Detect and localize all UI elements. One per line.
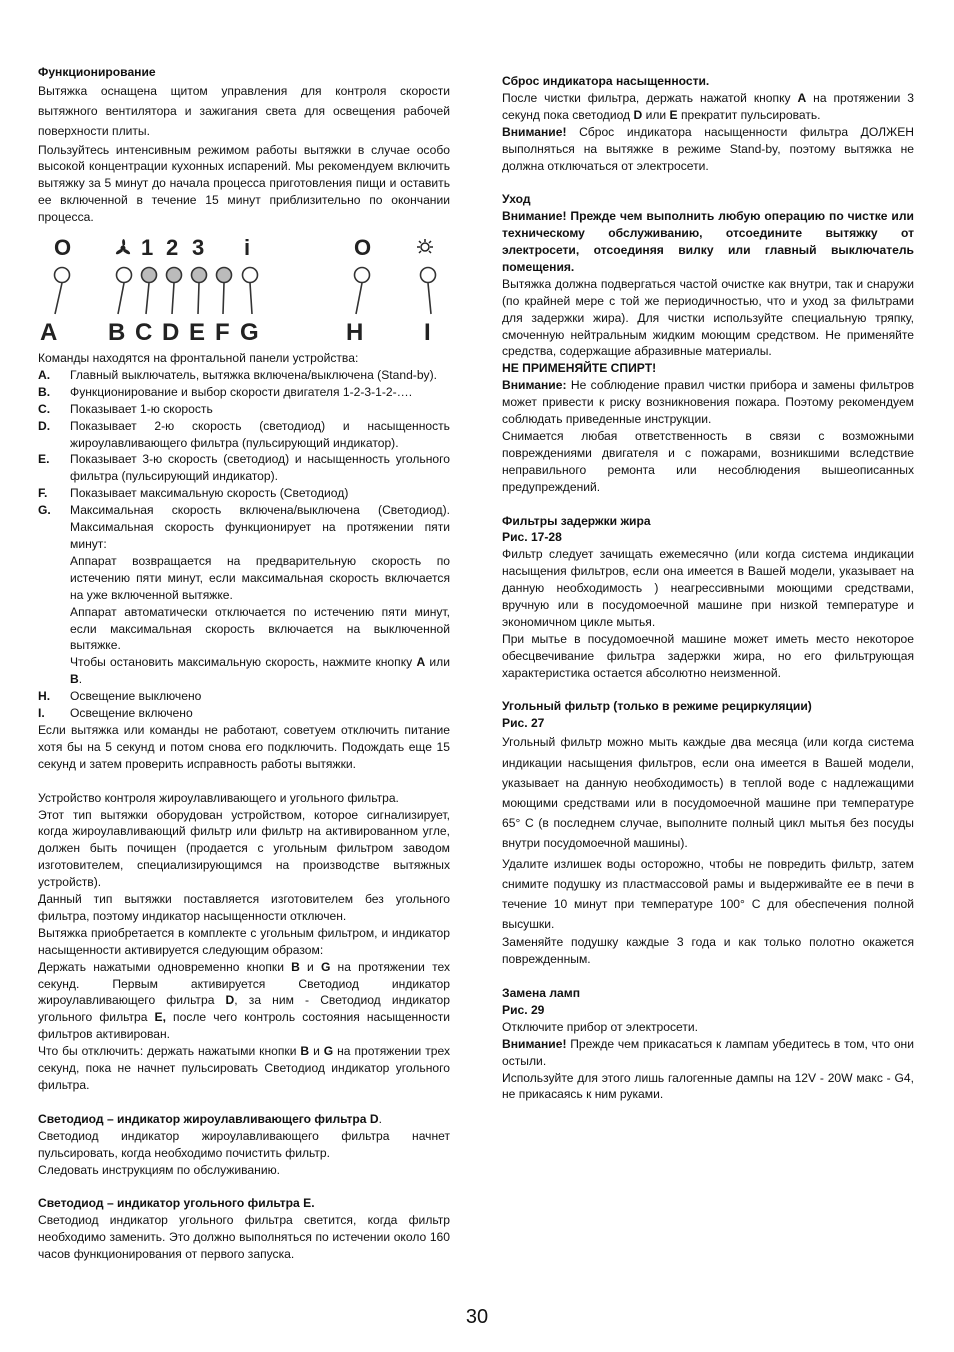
list-item: I. Освещение включено — [38, 706, 193, 721]
g-detail-2: Аппарат автоматически отключается по истечению пяти минут, если максимальная скорость включается на выключенной вытяжке. — [70, 604, 450, 653]
label-b: B — [108, 319, 126, 347]
symbol-off-h: O — [354, 235, 372, 261]
label-h: H — [346, 319, 364, 347]
list-item: B. Функционирование и выбор скорости двигателя 1-2-3-1-2-…. — [38, 384, 413, 399]
heading-care: Уход — [502, 192, 531, 207]
paragraph-care-warning: Внимание: Не соблюдение правил чистки прибора и замены фильтров может привести к риску возникновения пожара. Поэтому рекомендуем соблюдать приведенные инструкции. — [502, 378, 914, 427]
symbol-speed-2: 2 — [166, 235, 179, 261]
symbol-intensive-i: i — [244, 235, 251, 261]
paragraph-device-kit: Вытяжка приобретается в комплекте с угольным фильтром, и индикатор насыщенности активируется следующим образом: — [38, 925, 450, 957]
g-detail-1: Аппарат возвращается на предварительную скорость по истечению пяти минут, если максимальная скорость включается на уже включенной вытяжке. — [70, 553, 450, 602]
paragraph-grease-2: При мытье в посудомоечной машине может иметь место некоторое обесцвечивание фильтра задержки жира, но его фильтрующая характеристика остается абсолютно неизменной. — [502, 631, 914, 680]
care-no-spirit: НЕ ПРИМЕНЯЙТЕ СПИРТ! — [502, 361, 657, 376]
paragraph-reset-power: Если вытяжка или команды не работают, советуем отключить питание хотя бы на 5 секунд и потом снова его подключить. Подождать еще 15 секунд и затем проверить исправность работы вытяжки. — [38, 722, 450, 771]
care-warning-bold: Внимание! Прежде чем выполнить любую операцию по чистке или техническому обслуживанию, отсоедините вытяжку от электросети, отсоединяя вилку или главный выключатель помещения. — [502, 209, 914, 274]
g-detail-3: Чтобы остановить максимальную скорость, нажмите кнопку A или B. — [70, 655, 450, 687]
heading-carbon-filter: Угольный фильтр (только в режиме рециркуляции) — [502, 699, 812, 714]
heading-led-d: Светодиод – индикатор жироулавливающего фильтра D. — [38, 1111, 383, 1126]
paragraph-led-d: Светодиод индикатор жироулавливающего фильтра начнет пульсировать, когда необходимо почистить фильтр. — [38, 1128, 450, 1160]
paragraph-carbon-1: Угольный фильтр можно мыть каждые два месяца (или когда система индикации насыщения фильтров, если она имеется в Вашей модели, указывает на данную необходимость) в теплой воде с надлежащими моющими средствами или в посудомоечной машине при температуре 65° C (в последнем случае, выполните полный цикл мытья без посуды внутри посудомоечной машины). — [502, 735, 914, 851]
paragraph-grease-1: Фильтр следует зачищать ежемесячно (или когда система индикации насыщения фильтров, если она имеется в Вашей модели, указывает на данную необходимость ) неагрессивными моющими средствами, вручную или в посудомоечной машине при низкой температуре и экономичном цикле мытья. — [502, 547, 914, 629]
heading-reset-indicator: Сброс индикатора насыщенности. — [502, 74, 710, 88]
light-icon — [417, 239, 433, 253]
fig-grease: Рис. 17-28 — [502, 530, 562, 545]
paragraph-carbon-2: Удалите излишек воды осторожно, чтобы не повредить фильтр, затем снимите подушку из пластмассовой рамы и выдерживайте ее в печи в течение 10 минут при температуре 100° C для обеспечения полной высушки. — [502, 856, 914, 932]
label-i: I — [424, 319, 431, 347]
heading-led-e: Светодиод – индикатор угольного фильтра E. — [38, 1196, 315, 1211]
heading-grease-filters: Фильтры задержки жира — [502, 513, 651, 528]
symbol-speed-3: 3 — [192, 235, 205, 261]
label-g: G — [240, 319, 259, 347]
label-a: A — [40, 319, 58, 347]
list-item: A. Главный выключатель, вытяжка включена/выключена (Stand-by). — [38, 367, 437, 382]
paragraph-device-desc: Этот тип вытяжки оборудован устройством, которое сигнализирует, когда жироулавливающий фильтр или фильтр на активированном угле, должен быть почищен (продается с угольным фильтром заводом изготовителем, специализирующимся на производстве вытяжных устройств). — [38, 807, 450, 890]
paragraph-led-e: Светодиод индикатор угольного фильтра светится, когда фильтр необходимо заменить. Это должно выполняться по истечении около 160 часов функционирования от первого запуска. — [38, 1213, 450, 1262]
paragraph-intro: Вытяжка оснащена щитом управления для контроля скорости вытяжного вентилятора и зажигания света для освещения рабочей поверхности плиты. — [38, 83, 450, 139]
label-c: C — [135, 319, 153, 347]
paragraph-device-supply: Данный тип вытяжки поставляется изготовителем без угольного фильтра, поэтому индикатор насыщенности отключен. — [38, 892, 450, 923]
fig-lamps: Рис. 29 — [502, 1002, 545, 1017]
list-item: H. Освещение выключено — [38, 689, 202, 704]
control-panel-svg — [38, 230, 450, 346]
commands-intro: Команды находятся на фронтальной панели устройства: — [38, 351, 359, 366]
list-item: E. Показывает 3-ю скорость (светодиод) и насыщенность угольного фильтра (пульсирующий индикатор). — [38, 452, 450, 484]
paragraph-deactivation: Что бы отключить: держать нажатыми кнопки B и G на протяжении трех секунд, пока не начнет пульсировать Светодиод индикатор угольного фильтра. — [38, 1044, 450, 1092]
page-number: 30 — [465, 1306, 489, 1328]
paragraph-care: Вытяжка должна подвергаться частой очистке как внутри, так и снаружи (по крайней мере с той же периодичностью, что и уход за фильтрами для задержки жира). Для чистки используйте специальную тряпку, смоченную нейтральным жидким моющим средством. Не применяйте средства, содержащие абразивные материалы. — [502, 276, 914, 359]
paragraph-intensive-mode: Пользуйтесь интенсивным режимом работы вытяжки в случае особо высокой концентрации кухонных испарений. Мы рекомендуем включить вытяжку за 5 минут до начала процесса приготовления пищи и оставить ее включенной в течение 15 минут приблизительно по окончании процесса. — [38, 142, 450, 225]
label-e: E — [189, 319, 206, 347]
leader-lines — [55, 283, 431, 314]
paragraph-reset-warning: Внимание! Сброс индикатора насыщенности фильтра ДОЛЖЕН выполняться на вытяжке в режиме Stand-by, поэтому вытяжка не должна отключаться от электросети. — [502, 124, 914, 173]
buttons-row — [55, 268, 436, 283]
symbol-off-a: O — [54, 235, 72, 261]
paragraph-carbon-3: Заменяйте подушку каждые 3 года и как только полотно окажется поврежденным. — [502, 935, 914, 967]
label-f: F — [215, 319, 230, 347]
list-item: G. Максимальная скорость включена/выключена (Светодиод). Максимальная скорость функционирует на протяжении пяти минут: — [38, 503, 450, 552]
list-item: C. Показывает 1-ю скорость — [38, 401, 213, 416]
paragraph-activation: Держать нажатыми одновременно кнопки B и G на протяжении тех секунд. Первым активируется Светодиод индикатор жироулавливающего фильтра D, за ним - Светодиод индикатор угольного фильтра E, после чего контроль состояния насыщенности фильтров активирован. — [38, 959, 450, 1042]
paragraph-lamps-1: Отключите прибор от электросети. — [502, 1019, 699, 1034]
fig-carbon: Рис. 27 — [502, 716, 545, 731]
commands-list — [38, 367, 450, 722]
paragraph-liability: Снимается любая ответственность в связи с возможными повреждениями двигателя и с пожарами, возникшими вследствие неправильного ремонта или несоблюдения вышеописанных предупреждений. — [502, 429, 914, 494]
paragraph-led-d-follow: Следовать инструкциям по обслуживанию. — [38, 1162, 280, 1177]
control-panel-diagram — [38, 230, 450, 346]
symbol-speed-1: 1 — [141, 235, 154, 261]
label-d: D — [162, 319, 180, 347]
left-column — [38, 64, 450, 1263]
paragraph-reset-indicator: После чистки фильтра, держать нажатой кнопку A на протяжении 3 секунд пока светодиод D или E прекратит пульсировать. — [502, 90, 914, 122]
paragraph-device-title: Устройство контроля жироулавливающего и угольного фильтра. — [38, 790, 399, 805]
fan-icon — [116, 239, 130, 254]
paragraph-lamps-2: Используйте для этого лишь галогенные дампы на 12V - 20W макс - G4, не прикасаясь к ним руками. — [502, 1070, 914, 1102]
right-column — [502, 73, 914, 1103]
list-item: F. Показывает максимальную скорость (Светодиод) — [38, 486, 349, 501]
list-item: D. Показывает 2-ю скорость (светодиод) и насыщенность жироулавливающего фильтра (пульсирующий индикатор). — [38, 418, 450, 450]
heading-lamps: Замена ламп — [502, 986, 581, 1001]
heading-functioning: Функционирование — [38, 65, 156, 79]
paragraph-lamps-warning: Внимание! Прежде чем прикасаться к лампам убедитесь в том, что они остыли. — [502, 1036, 914, 1068]
